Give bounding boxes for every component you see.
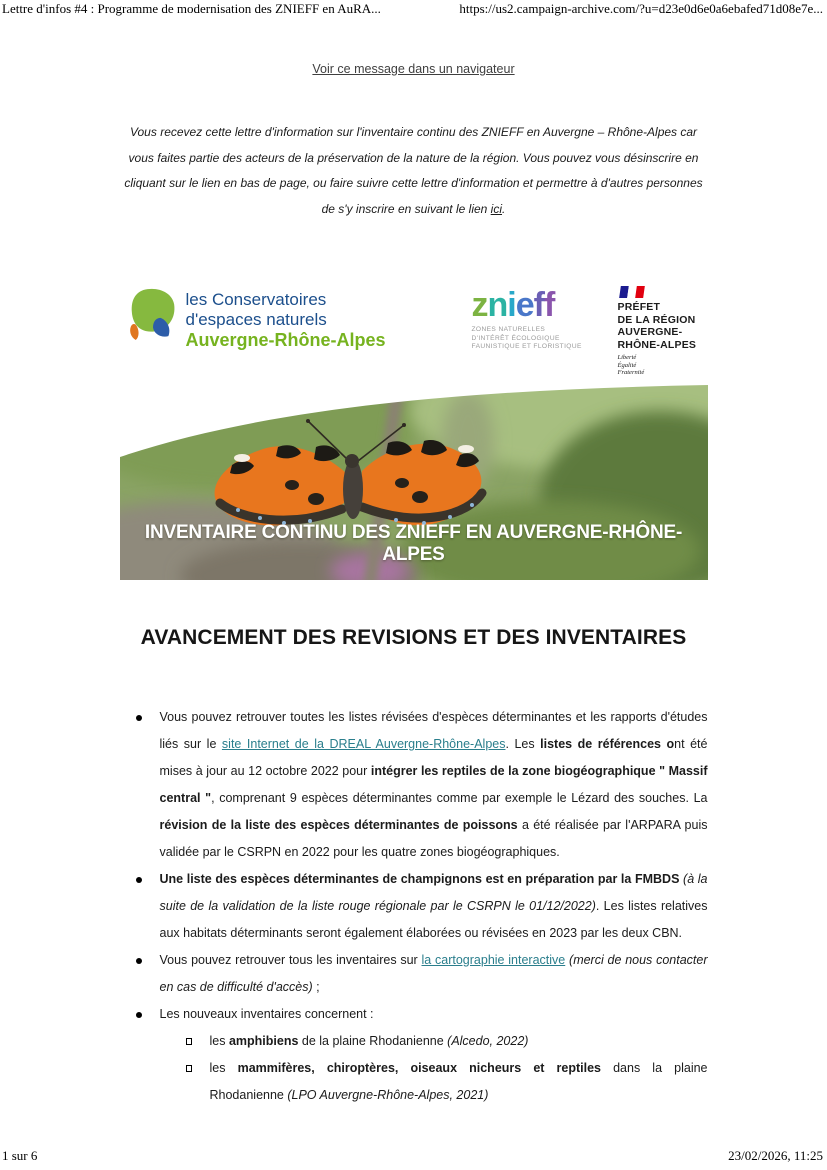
sub-list-item	[120, 1055, 708, 1109]
text-segment: intégrer les reptiles de la zone biogéographique " Massif central "	[159, 764, 708, 805]
znieff-subtitle	[472, 326, 582, 352]
list-item	[120, 947, 708, 1001]
text-segment: (LPO Auvergne-Rhône-Alpes, 2021)	[287, 1088, 489, 1102]
prefet-logo-text	[618, 301, 697, 351]
cen-logo-line3: Auvergne-Rhône-Alpes	[185, 330, 386, 350]
znieff-letter: f	[543, 286, 555, 324]
list-item	[120, 866, 708, 947]
znieff-letter: z	[471, 286, 488, 324]
cen-logo-line1: les Conservatoires	[185, 290, 327, 309]
list-item	[120, 704, 708, 866]
cen-logo	[128, 286, 386, 350]
text-segment: Les nouveaux inventaires concernent :	[159, 1007, 374, 1021]
text-segment: ;	[312, 980, 320, 994]
text-segment: de la plaine Rhodanienne	[298, 1034, 448, 1048]
text-segment: révision de la liste des espèces déterminantes de poissons	[159, 818, 518, 832]
text-segment: les	[209, 1034, 229, 1048]
text-segment: amphibiens	[228, 1034, 299, 1048]
text-segment: (Alcedo, 2022)	[447, 1034, 529, 1048]
text-segment: Une liste des espèces déterminantes de champignons est en préparation par la FMBDS	[159, 872, 684, 886]
inline-link[interactable]: la cartographie interactive	[421, 953, 566, 967]
znieff-letter: e	[515, 286, 534, 324]
preheader	[120, 62, 708, 76]
inline-link[interactable]: ici	[490, 201, 503, 216]
prefet-motto-line: Fraternité	[617, 369, 645, 376]
cen-logo-text	[186, 286, 386, 350]
znieff-logo	[472, 288, 582, 352]
text-segment: (à la suite de la validation de la liste rouge régionale par le CSRPN le 01/12/2022)	[159, 872, 708, 913]
print-header-title: Lettre d'infos #4 : Programme de modernisation des ZNIEFF en AuRA...	[2, 1, 381, 16]
cen-logo-icon	[128, 286, 178, 349]
text-segment: listes de références o	[540, 737, 675, 751]
prefet-logo-text-line: AUVERGNE-	[617, 326, 683, 338]
text-segment: (merci de nous contacter en cas de difficulté d'accès)	[159, 953, 708, 994]
print-footer	[2, 1148, 823, 1164]
prefet-logo-text-line: RHÔNE-ALPES	[617, 338, 697, 351]
text-segment: dans la plaine Rhodanienne	[209, 1061, 708, 1102]
text-segment: mammifères, chiroptères, oiseaux nicheurs et reptiles	[237, 1061, 601, 1075]
subscription-intro-paragraph	[120, 120, 708, 222]
prefet-motto-line: Liberté	[617, 354, 637, 361]
znieff-subtitle-line: FAUNISTIQUE ET FLORISTIQUE	[471, 343, 582, 350]
prefet-flag-icon	[619, 286, 645, 298]
text-segment: les	[209, 1061, 238, 1075]
text-segment: . Les	[505, 737, 541, 751]
prefet-motto-line: Égalité	[617, 361, 637, 369]
znieff-letter: i	[507, 286, 516, 324]
text-segment: Vous pouvez retrouver tous les inventaires sur	[159, 953, 422, 967]
print-header-url: https://us2.campaign-archive.com/?u=d23e0d6e0a6ebafed71d08e7e...	[459, 1, 823, 16]
print-footer-page: 1 sur 6	[2, 1148, 38, 1163]
text-segment: .	[502, 201, 506, 216]
logos-row	[120, 282, 708, 376]
banner-title: INVENTAIRE CONTINU DES ZNIEFF EN AUVERGNE-RHÔNE-ALPES	[144, 522, 683, 565]
prefet-motto	[618, 354, 697, 377]
znieff-letter: n	[487, 286, 508, 324]
prefet-logo-text-line: PRÉFET	[617, 301, 661, 313]
znieff-subtitle-line: D'INTÉRÊT ÉCOLOGIQUE	[471, 334, 560, 342]
view-in-browser-link[interactable]: Voir ce message dans un navigateur	[312, 62, 515, 76]
list-item	[120, 1001, 708, 1028]
cen-logo-line2: d'espaces naturels	[185, 310, 327, 329]
text-segment: Vous pouvez retrouver toutes les listes révisées d'espèces déterminantes et les rapports d'études liés sur le	[159, 710, 708, 751]
email-page	[120, 0, 708, 1109]
print-header	[2, 1, 823, 17]
znieff-wordmark	[472, 288, 582, 322]
text-segment: a été réalisée par l'ARPARA puis validée par le CSRPN en 2022 pour les quatre zones biogéographiques.	[159, 818, 708, 859]
prefet-logo-text-line: DE LA RÉGION	[617, 313, 696, 326]
text-segment: Vous recevez cette lettre d'information sur l'inventaire continu des ZNIEFF en Auvergne – Rhône-Alpes car vous faites partie des acteurs de la préservation de la nature de la région. Vous pouvez vous désinscrire en cliquant sur le lien en bas de page, ou faire suivre cette lettre d'information et permettre à d'autres personnes de s'y inscrire en suivant le lien	[124, 125, 703, 216]
znieff-letter: f	[533, 286, 544, 324]
text-segment: nt été mises à jour au 12 octobre 2022 pour	[159, 737, 708, 778]
butterfly-banner-image	[120, 381, 708, 580]
inline-link[interactable]: site Internet de la DREAL Auvergne-Rhône-Alpes	[221, 737, 506, 751]
znieff-subtitle-line: ZONES NATURELLES	[471, 326, 546, 333]
text-segment: . Les listes relatives aux habitats déterminants seront également élaborées ou révisées en 2023 par les deux CBN.	[159, 899, 708, 940]
section-heading: AVANCEMENT DES REVISIONS ET DES INVENTAIRES	[140, 626, 687, 649]
content-list	[120, 704, 708, 1109]
sub-list-item	[120, 1028, 708, 1055]
text-segment: , comprenant 9 espèces déterminantes comme par exemple le Lézard des souches. La	[211, 791, 708, 805]
print-footer-datetime: 23/02/2026, 11:25	[728, 1148, 823, 1163]
prefet-logo	[618, 286, 697, 377]
